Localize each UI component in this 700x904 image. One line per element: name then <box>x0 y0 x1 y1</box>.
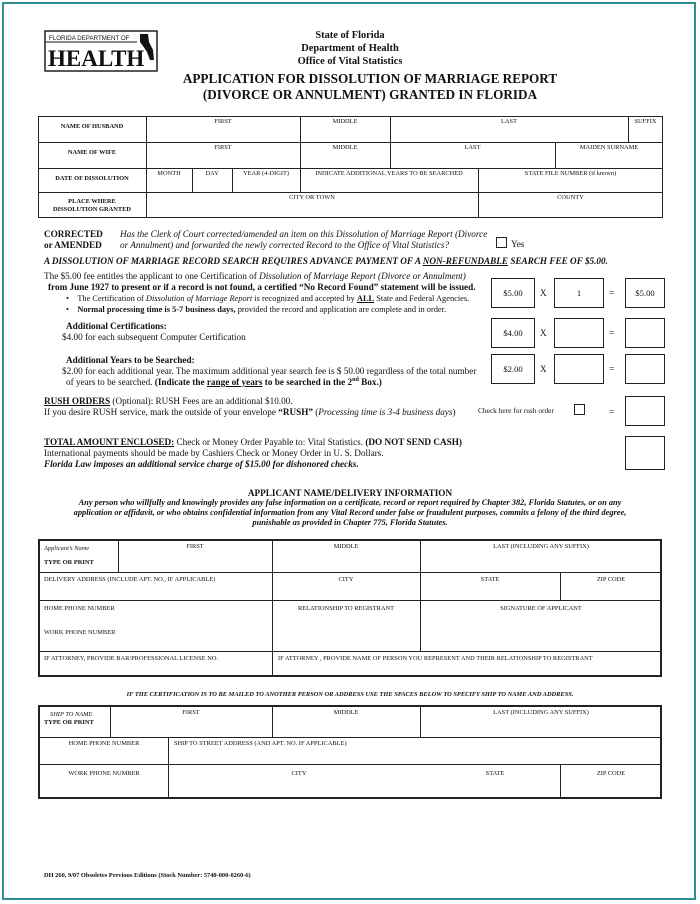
year-label: YEAR (4-DIGIT) <box>243 170 289 177</box>
florida-health-logo <box>44 30 158 72</box>
wife-maiden-label: MAIDEN SURNAME <box>579 144 639 151</box>
place-label-line1: PLACE WHERE <box>68 198 116 205</box>
month-label: MONTH <box>157 170 181 177</box>
fee-line2: from June 1927 to present or if a record is not found, a certified “No Record Found” statement will be issued. <box>48 282 476 292</box>
additional-cert-amount: $4.00 <box>491 318 535 348</box>
warning-line1: Any person who willfully and knowingly provides any false information on a certificate, record or report required by Chapter 382, Florida Statutes, or on any <box>78 498 622 507</box>
amended-label: or AMENDED <box>44 240 102 250</box>
ship-zip-label: ZIP CODE <box>596 770 626 777</box>
ship-home-phone-label: HOME PHONE NUMBER <box>68 740 140 747</box>
rush-total-input[interactable] <box>625 396 665 426</box>
husband-suffix-label: SUFFIX <box>634 118 657 125</box>
base-fee-x: X <box>540 288 547 298</box>
additional-years-range-input[interactable] <box>554 354 604 384</box>
city-town-label: CITY OR TOWN <box>289 194 335 201</box>
base-fee-equals: = <box>609 288 615 298</box>
husband-middle-label: MIDDLE <box>332 118 358 125</box>
ship-middle-label: MIDDLE <box>333 709 359 716</box>
signature-input[interactable] <box>420 614 660 650</box>
header-office: Office of Vital Statistics <box>297 56 403 67</box>
base-fee-amount: $5.00 <box>491 278 535 308</box>
applicant-middle-label: MIDDLE <box>333 543 359 550</box>
fee-bullet2: • Normal processing time is 5-7 business days, provided the record and application are complete and in order. <box>66 305 447 314</box>
wife-name-input[interactable] <box>146 152 663 168</box>
fee-bullet1: • The Certification of Dissolution of Marriage Report is recognized and accepted by ALL State and Federal Agencies. <box>66 294 470 303</box>
corrected-yes-label: Yes <box>511 239 525 249</box>
dissolution-date-label: DATE OF DISSOLUTION <box>55 175 129 182</box>
rush-order-checkbox[interactable] <box>574 404 585 415</box>
additional-cert-quantity-input[interactable] <box>554 318 604 348</box>
additional-certifications-title: Additional Certifications: <box>66 321 167 331</box>
total-enclosed-line3: Florida Law imposes an additional service charge of $15.00 for dishonored checks. <box>44 459 359 469</box>
ship-name-input[interactable] <box>110 717 662 737</box>
ship-first-label: FIRST <box>182 709 200 716</box>
dissolution-date-input[interactable] <box>146 178 663 192</box>
header-department: Department of Health <box>301 43 399 54</box>
applicant-name-label: Applicant’s Name <box>44 545 90 552</box>
total-enclosed-line1: TOTAL AMOUNT ENCLOSED: Check or Money Order Payable to: Vital Statistics. (DO NOT SEND CASH) <box>44 437 462 447</box>
state-file-number-label: STATE FILE NUMBER (if known) <box>524 170 617 177</box>
ship-to-name-label: SHIP TO NAME <box>50 711 93 718</box>
wife-first-label: FIRST <box>214 144 232 151</box>
form-footer: DH 260, 9/07 Obsoletes Previous Editions (Stock Number: 5740-000-0260-6) <box>44 872 251 879</box>
applicant-last-label: LAST (INCLUDING ANY SUFFIX) <box>493 543 589 550</box>
base-fee-quantity[interactable]: 1 <box>554 278 604 308</box>
additional-years-label: INDICATE ADDITIONAL YEARS TO BE SEARCHED <box>315 170 463 177</box>
applicant-type-or-print: TYPE OR PRINT <box>44 559 94 566</box>
ship-city-label: CITY <box>291 770 307 777</box>
attorney-represent-label: IF ATTORNEY , PROVIDE NAME OF PERSON YOU REPRESENT AND THEIR RELATIONSHIP TO REGISTRANT <box>278 655 593 662</box>
ship-to-type-or-print: TYPE OR PRINT <box>44 719 94 726</box>
husband-name-label: NAME OF HUSBAND <box>60 123 124 130</box>
additional-years-total-input[interactable] <box>625 354 665 384</box>
additional-years-line1: $2.00 for each additional year. The maximum additional year search fee is $ 50.00 regardless of the total number <box>62 366 477 376</box>
wife-name-label: NAME OF WIFE <box>67 149 117 156</box>
husband-last-label: LAST <box>501 118 517 125</box>
ship-last-label: LAST (INCLUDING ANY SUFFIX) <box>493 709 589 716</box>
applicant-name-input[interactable] <box>118 551 662 572</box>
additional-certifications-text: $4.00 for each subsequent Computer Certification <box>62 332 246 342</box>
rush-check-label: Check here for rush order <box>478 406 554 415</box>
total-enclosed-line2: International payments should be made by Cashiers Check or Money Order in U. S. Dollars. <box>44 448 384 458</box>
corrected-question-line1: Has the Clerk of Court corrected/amended an item on this Dissolution of Marriage Report (Divorce <box>120 229 488 239</box>
additional-cert-total-input[interactable] <box>625 318 665 348</box>
husband-name-input[interactable] <box>146 126 663 142</box>
day-label: DAY <box>205 170 219 177</box>
logo-main-text: HEALTH <box>48 46 145 71</box>
delivery-address-input[interactable] <box>40 584 660 600</box>
additional-years-title: Additional Years to be Searched: <box>66 355 195 365</box>
applicant-heading: APPLICANT NAME/DELIVERY INFORMATION <box>247 488 453 498</box>
header-state: State of Florida <box>315 30 385 41</box>
total-amount-input[interactable] <box>625 436 665 470</box>
applicant-first-label: FIRST <box>186 543 204 550</box>
place-label-line2: DISSOLUTION GRANTED <box>53 206 131 213</box>
additional-cert-equals: = <box>609 328 615 338</box>
rush-orders-line1: RUSH ORDERS (Optional): RUSH Fees are an additional $10.00. <box>44 396 293 406</box>
additional-years-equals: = <box>609 364 615 374</box>
applicant-state-label: STATE <box>480 576 500 583</box>
ship-to-notice: IF THE CERTIFICATION IS TO BE MAILED TO ANOTHER PERSON OR ADDRESS USE THE SPACES BELOW TO SPECIFY SHIP TO NAME AND ADDRESS. <box>126 691 574 698</box>
form-title-line2: (DIVORCE OR ANNULMENT) GRANTED IN FLORIDA <box>202 87 538 102</box>
applicant-zip-label: ZIP CODE <box>596 576 626 583</box>
delivery-address-label: DELIVERY ADDRESS (INCLUDE APT. NO., IF APPLICABLE) <box>44 576 216 583</box>
place-input[interactable] <box>146 202 663 218</box>
additional-cert-x: X <box>540 328 547 338</box>
form-title-line1: APPLICATION FOR DISSOLUTION OF MARRIAGE REPORT <box>182 71 558 86</box>
relationship-label: RELATIONSHIP TO REGISTRANT <box>297 605 395 612</box>
fee-line1: The $5.00 fee entitles the applicant to one Certification of Dissolution of Marriage Report (Divorce or Annulment) <box>44 271 466 281</box>
wife-last-label: LAST <box>464 144 481 151</box>
husband-first-label: FIRST <box>214 118 232 125</box>
logo-top-text: FLORIDA DEPARTMENT OF <box>49 35 130 42</box>
warning-line3: punishable as provided in Chapter 775, Florida Statutes. <box>252 518 448 527</box>
warning-line2: application or affidavit, or who obtains confidential information from any Vital Record under false or fraudulent purposes, commits a felony of the third degree, <box>73 508 627 517</box>
attorney-license-label: IF ATTORNEY, PROVIDE BAR/PROFESSIONAL LICENSE NO. <box>44 655 219 662</box>
signature-label: SIGNATURE OF APPLICANT <box>500 605 582 612</box>
rush-equals: = <box>609 407 615 417</box>
additional-years-amount: $2.00 <box>491 354 535 384</box>
county-label: COUNTY <box>557 194 584 201</box>
ship-street-input[interactable] <box>170 748 660 764</box>
search-fee-notice: A DISSOLUTION OF MARRIAGE RECORD SEARCH REQUIRES ADVANCE PAYMENT OF A NON-REFUNDABLE SEARCH FEE OF $5.00. <box>44 256 608 266</box>
rush-orders-line2: If you desire RUSH service, mark the outside of your envelope “RUSH” (Processing time is 3-4 business days) <box>44 407 456 417</box>
wife-middle-label: MIDDLE <box>332 144 358 151</box>
additional-years-line2: of years to be searched. (Indicate the range of years to be searched in the 2nd Box.) <box>66 377 382 388</box>
ship-street-label: SHIP TO STREET ADDRESS (AND APT. NO. IF APPLICABLE) <box>174 740 347 747</box>
corrected-label: CORRECTED <box>44 229 103 239</box>
work-phone-label: WORK PHONE NUMBER <box>44 629 116 636</box>
additional-years-x: X <box>540 364 547 374</box>
base-fee-total: $5.00 <box>625 278 665 308</box>
ship-work-phone-label: WORK PHONE NUMBER <box>68 770 140 777</box>
ship-state-label: STATE <box>485 770 505 777</box>
corrected-question-line2: or Annulment) and forwarded the newly corrected Record to the Office of Vital Statistics? <box>120 240 450 250</box>
corrected-yes-checkbox[interactable] <box>496 237 507 248</box>
home-phone-label: HOME PHONE NUMBER <box>44 605 115 612</box>
applicant-city-label: CITY <box>338 576 354 583</box>
